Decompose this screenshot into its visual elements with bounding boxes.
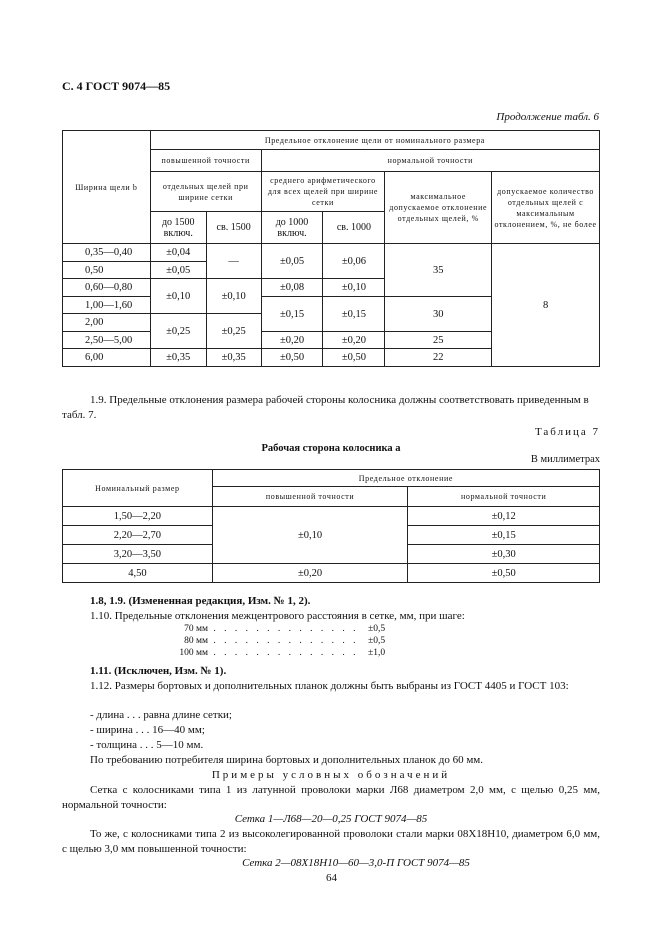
row-nominal: 3,20—3,50 [63,545,213,564]
dot-leader: . . . . . . . . . . . . . . [208,648,359,658]
cell-each-1500: ±0,35 [150,349,206,367]
row-nominal: 1,50—2,20 [63,507,213,526]
table-7-label: Таблица 7 [534,426,600,438]
row-width: 0,60—0,80 [63,279,151,297]
sub-over-1500: св. 1500 [206,212,261,244]
paragraph-1-9: 1.9. Предельные отклонения размера рабочей стороны колосника должны соответствовать приведенным в табл. 7. [62,394,589,421]
example-1-code: Сетка 1—Л68—20—0,25 ГОСТ 9074—85 [234,813,428,825]
table-continuation-label: Продолжение табл. 6 [496,111,599,123]
col-mean: среднего арифметического для всех щелей при ширине сетки [261,172,385,212]
paragraph-1-11: 1.11. (Исключен, Изм. № 1). [90,665,227,677]
col-high-precision: повышенной точности [150,150,261,172]
col-allowed-count: допускаемое количество отдельных щелей с максимальным отклонением, %, не более [492,172,600,244]
row-width: 1,00—1,60 [63,297,151,314]
row-width: 2,50—5,00 [63,332,151,349]
cell-mean-over-1000: ±0,10 [323,279,385,297]
page-number: 64 [326,872,337,884]
row-nominal: 2,20—2,70 [63,526,213,545]
paragraph-1-12: 1.12. Размеры бортовых и дополнительных планок должны быть выбраны из ГОСТ 4405 и ГОСТ 103: [90,680,569,692]
cell-each-1500: ±0,04 [150,244,206,262]
cell-mean-1000: ±0,08 [261,279,323,297]
step-list [178,623,385,659]
cell-high-merged: ±0,10 [212,507,408,564]
cell-max-dev: 25 [385,332,492,349]
step-row [178,623,385,635]
cell-each-over-1500: — [206,244,261,279]
step-label: 80 мм [184,636,208,646]
cell-mean-over-1000: ±0,15 [323,297,385,332]
paragraph-request: По требованию потребителя ширина бортовых и дополнительных планок до 60 мм. [90,754,484,766]
row-width: 0,50 [63,262,151,279]
cell-normal: ±0,15 [408,526,600,545]
step-value: ±1,0 [368,648,386,658]
col-normal-precision: нормальной точности [408,487,600,507]
dot-leader: . . . . . . . . . . . . . . [208,636,359,646]
cell-each-1500: ±0,25 [150,314,206,349]
paragraph-1-10: 1.10. Предельные отклонения межцентрового расстояния в сетке, мм, при шаге: [90,610,465,622]
step-value: ±0,5 [368,636,386,646]
list-item: - длина . . . равна длине сетки; [90,709,232,721]
col-nominal: Номинальный размер [63,470,213,507]
example-2-code: Сетка 2—08Х18Н10—60—3,0-П ГОСТ 9074—85 [242,857,470,869]
cell-max-dev: 22 [385,349,492,367]
step-label: 100 мм [179,648,208,658]
units-label: В миллиметрах [530,454,600,465]
cell-high: ±0,20 [212,564,408,583]
sub-over-1000: св. 1000 [323,212,385,244]
page-header: С. 4 ГОСТ 9074—85 [62,79,171,93]
row-width: 0,35—0,40 [63,244,151,262]
cell-each-over-1500: ±0,35 [206,349,261,367]
step-value: ±0,5 [368,624,386,634]
dot-leader: . . . . . . . . . . . . . . [208,624,359,634]
sub-up-to-1000: до 1000 включ. [261,212,323,244]
row-width: 6,00 [63,349,151,367]
cell-max-dev: 35 [385,244,492,297]
cell-mean-over-1000: ±0,50 [323,349,385,367]
step-row [178,647,385,659]
cell-normal: ±0,12 [408,507,600,526]
cell-mean-1000: ±0,50 [261,349,323,367]
examples-heading: Примеры условных обозначений [211,769,451,781]
paragraph-edition: 1.8, 1.9. (Измененная редакция, Изм. № 1, 2). [90,595,311,607]
cell-mean-1000: ±0,05 [261,244,323,279]
table-6 [62,130,600,367]
cell-max-dev: 30 [385,297,492,332]
cell-allowed-count: 8 [492,244,600,367]
col-deviation-header: Предельное отклонение щели от номинального размера [150,131,599,150]
step-label: 70 мм [184,624,208,634]
col-max-dev: максимальное допускаемое отклонение отдельных щелей, % [385,172,492,244]
cell-each-over-1500: ±0,10 [206,279,261,314]
sub-up-to-1500: до 1500 включ. [150,212,206,244]
col-each-slot: отдельных щелей при ширине сетки [150,172,261,212]
table-7-title: Рабочая сторона колосника a [261,443,401,454]
cell-each-over-1500: ±0,25 [206,314,261,349]
example-1-text: Сетка с колосниками типа 1 из латунной проволоки марки Л68 диаметром 2,0 мм, с щелью 0,25 мм, нормальной точности: [62,784,600,811]
table-7 [62,469,600,583]
col-deviation: Предельное отклонение [212,470,599,487]
col-width-header: Ширина щели b [63,131,151,244]
example-2-text: То же, с колосниками типа 2 из высоколегированной проволоки стали марки 08Х18Н10, диаметром 6,0 мм, с щелью 3,0 мм повышенной точности: [62,828,600,855]
step-row [178,635,385,647]
cell-mean-over-1000: ±0,20 [323,332,385,349]
col-normal-precision: нормальной точности [261,150,599,172]
cell-each-1500: ±0,05 [150,262,206,279]
list-item: - толщина . . . 5—10 мм. [90,739,204,751]
cell-normal: ±0,50 [408,564,600,583]
cell-mean-1000: ±0,15 [261,297,323,332]
cell-normal: ±0,30 [408,545,600,564]
row-width: 2,00 [63,314,151,332]
cell-mean-1000: ±0,20 [261,332,323,349]
cell-mean-over-1000: ±0,06 [323,244,385,279]
list-item: - ширина . . . 16—40 мм; [90,724,205,736]
col-high-precision: повышенной точности [212,487,408,507]
row-nominal: 4,50 [63,564,213,583]
cell-each-1500: ±0,10 [150,279,206,314]
